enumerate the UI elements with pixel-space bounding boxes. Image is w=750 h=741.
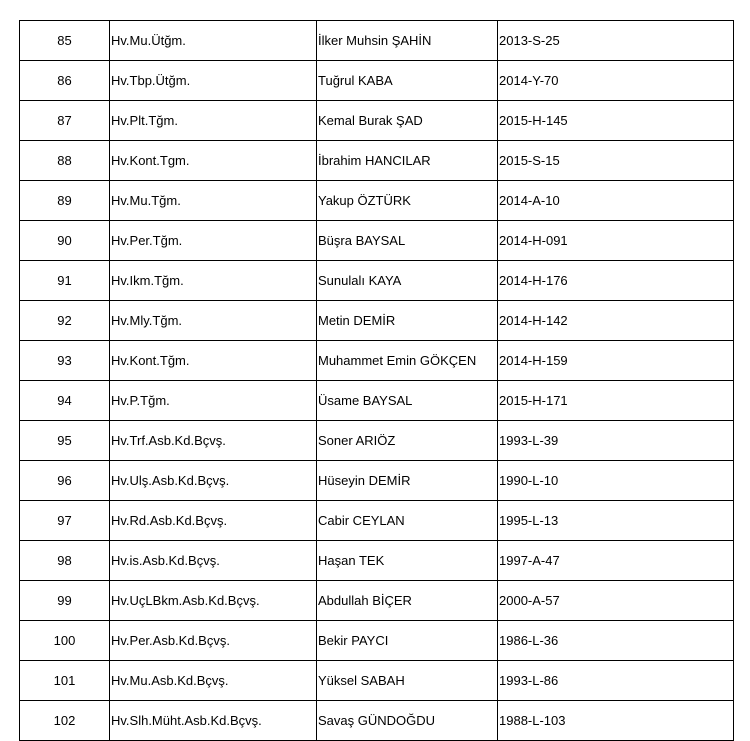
row-number-cell: 95 [20, 421, 110, 461]
row-number-cell: 98 [20, 541, 110, 581]
person-name-cell: Muhammet Emin GÖKÇEN [317, 341, 498, 381]
registry-number-cell: 1993-L-86 [498, 661, 734, 701]
registry-number-cell: 2014-H-142 [498, 301, 734, 341]
table-row [20, 421, 734, 461]
person-name-cell: Haşan TEK [317, 541, 498, 581]
personnel-table-container [19, 20, 734, 741]
row-number-cell: 96 [20, 461, 110, 501]
registry-number-cell: 2013-S-25 [498, 21, 734, 61]
table-row [20, 221, 734, 261]
rank-cell: Hv.Plt.Tğm. [110, 101, 317, 141]
table-row [20, 581, 734, 621]
table-row [20, 301, 734, 341]
registry-number-cell: 1990-L-10 [498, 461, 734, 501]
registry-number-cell: 2015-H-171 [498, 381, 734, 421]
table-body [20, 21, 734, 741]
person-name-cell: Savaş GÜNDOĞDU [317, 701, 498, 741]
person-name-cell: İlker Muhsin ŞAHİN [317, 21, 498, 61]
table-row [20, 181, 734, 221]
registry-number-cell: 1988-L-103 [498, 701, 734, 741]
person-name-cell: Hüseyin DEMİR [317, 461, 498, 501]
rank-cell: Hv.Per.Asb.Kd.Bçvş. [110, 621, 317, 661]
personnel-table [19, 20, 734, 741]
person-name-cell: Sunulalı KAYA [317, 261, 498, 301]
registry-number-cell: 2000-A-57 [498, 581, 734, 621]
rank-cell: Hv.Rd.Asb.Kd.Bçvş. [110, 501, 317, 541]
rank-cell: Hv.Trf.Asb.Kd.Bçvş. [110, 421, 317, 461]
registry-number-cell: 1993-L-39 [498, 421, 734, 461]
registry-number-cell: 1997-A-47 [498, 541, 734, 581]
rank-cell: Hv.Ikm.Tğm. [110, 261, 317, 301]
table-row [20, 501, 734, 541]
row-number-cell: 92 [20, 301, 110, 341]
row-number-cell: 102 [20, 701, 110, 741]
table-row [20, 61, 734, 101]
registry-number-cell: 2014-H-159 [498, 341, 734, 381]
person-name-cell: Üsame BAYSAL [317, 381, 498, 421]
registry-number-cell: 2014-H-091 [498, 221, 734, 261]
rank-cell: Hv.Slh.Müht.Asb.Kd.Bçvş. [110, 701, 317, 741]
rank-cell: Hv.Per.Tğm. [110, 221, 317, 261]
person-name-cell: Metin DEMİR [317, 301, 498, 341]
row-number-cell: 85 [20, 21, 110, 61]
table-row [20, 381, 734, 421]
person-name-cell: Yakup ÖZTÜRK [317, 181, 498, 221]
person-name-cell: Büşra BAYSAL [317, 221, 498, 261]
row-number-cell: 91 [20, 261, 110, 301]
rank-cell: Hv.Mu.Tğm. [110, 181, 317, 221]
row-number-cell: 97 [20, 501, 110, 541]
row-number-cell: 99 [20, 581, 110, 621]
registry-number-cell: 2015-H-145 [498, 101, 734, 141]
row-number-cell: 100 [20, 621, 110, 661]
table-row [20, 341, 734, 381]
rank-cell: Hv.Mly.Tğm. [110, 301, 317, 341]
person-name-cell: Kemal Burak ŞAD [317, 101, 498, 141]
rank-cell: Hv.UçLBkm.Asb.Kd.Bçvş. [110, 581, 317, 621]
rank-cell: Hv.Kont.Tğm. [110, 341, 317, 381]
person-name-cell: İbrahim HANCILAR [317, 141, 498, 181]
row-number-cell: 93 [20, 341, 110, 381]
row-number-cell: 86 [20, 61, 110, 101]
row-number-cell: 88 [20, 141, 110, 181]
table-row [20, 261, 734, 301]
rank-cell: Hv.P.Tğm. [110, 381, 317, 421]
rank-cell: Hv.Mu.Ütğm. [110, 21, 317, 61]
row-number-cell: 94 [20, 381, 110, 421]
registry-number-cell: 2015-S-15 [498, 141, 734, 181]
rank-cell: Hv.Ulş.Asb.Kd.Bçvş. [110, 461, 317, 501]
table-row [20, 101, 734, 141]
person-name-cell: Bekir PAYCI [317, 621, 498, 661]
registry-number-cell: 2014-Y-70 [498, 61, 734, 101]
person-name-cell: Abdullah BİÇER [317, 581, 498, 621]
table-row [20, 461, 734, 501]
row-number-cell: 87 [20, 101, 110, 141]
registry-number-cell: 1995-L-13 [498, 501, 734, 541]
row-number-cell: 101 [20, 661, 110, 701]
table-row [20, 541, 734, 581]
person-name-cell: Tuğrul KABA [317, 61, 498, 101]
registry-number-cell: 2014-H-176 [498, 261, 734, 301]
registry-number-cell: 1986-L-36 [498, 621, 734, 661]
table-row [20, 661, 734, 701]
rank-cell: Hv.Tbp.Ütğm. [110, 61, 317, 101]
rank-cell: Hv.Kont.Tgm. [110, 141, 317, 181]
table-row [20, 621, 734, 661]
person-name-cell: Yüksel SABAH [317, 661, 498, 701]
rank-cell: Hv.is.Asb.Kd.Bçvş. [110, 541, 317, 581]
person-name-cell: Soner ARIÖZ [317, 421, 498, 461]
rank-cell: Hv.Mu.Asb.Kd.Bçvş. [110, 661, 317, 701]
row-number-cell: 89 [20, 181, 110, 221]
row-number-cell: 90 [20, 221, 110, 261]
table-row [20, 21, 734, 61]
table-row [20, 141, 734, 181]
registry-number-cell: 2014-A-10 [498, 181, 734, 221]
person-name-cell: Cabir CEYLAN [317, 501, 498, 541]
